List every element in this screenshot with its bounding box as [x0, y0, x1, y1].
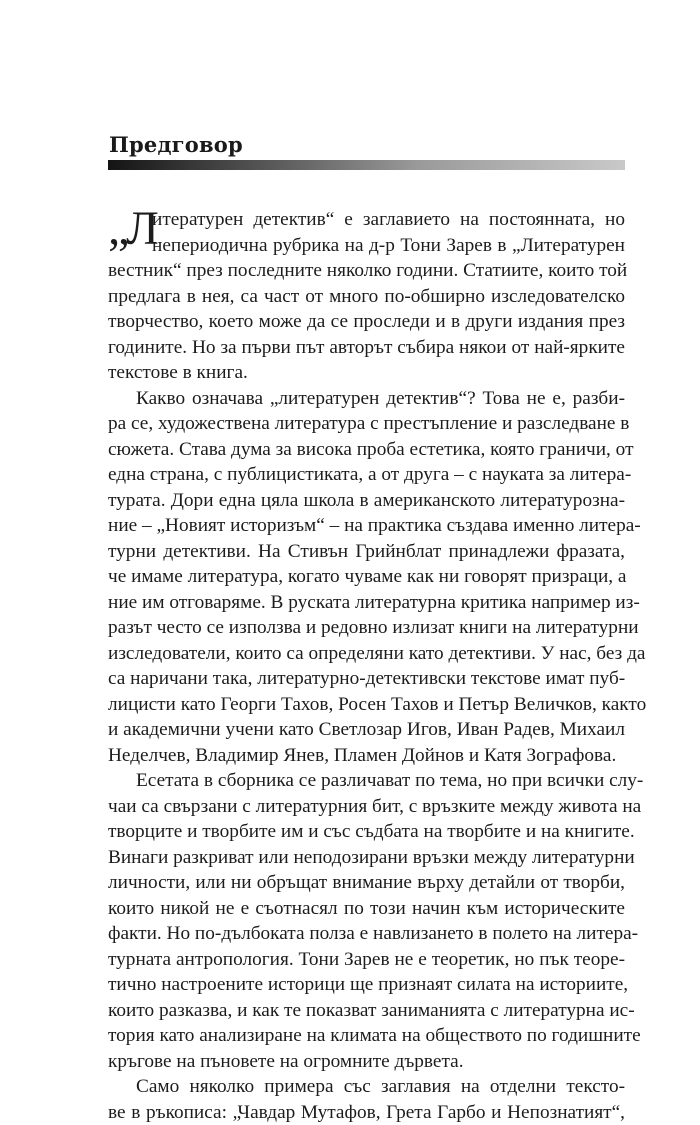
text-line: тория като анализиране на климата на обществото по годишните — [108, 1023, 625, 1049]
text-line: непериодична рубрика на д-р Тони Зарев в „Литературен — [108, 233, 625, 259]
text-line: годините. Но за първи път авторът събира някои от най-ярките — [108, 335, 625, 361]
text-line: са наричани така, литературно-детективски текстове имат пуб- — [108, 666, 625, 692]
text-line: турната антропология. Тони Зарев не е теоретик, но пък теоре- — [108, 947, 625, 973]
text-line: чаи са свързани с литературния бит, с връзките между живота на — [108, 794, 625, 820]
text-line: и академични учени като Светлозар Игов, Иван Радев, Михаил — [108, 717, 625, 743]
text-line: итературен детектив“ е заглавието на постоянната, но — [108, 207, 625, 233]
text-line: ние – „Новият историзъм“ – на практика създава именно литера- — [108, 513, 625, 539]
text-line: личности, или ни обръщат внимание върху детайли от творби, — [108, 870, 625, 896]
text-line: творчество, което може да се проследи и в други издания през — [108, 309, 625, 335]
text-line: турата. Дори една цяла школа в американското литературозна- — [108, 488, 625, 514]
text-line: лицисти като Георги Тахов, Росен Тахов и Петър Величков, както — [108, 692, 625, 718]
text-line: вестник“ през последните няколко години. Статиите, които той — [108, 258, 625, 284]
text-line: Само няколко примера със заглавия на отделни тексто- — [108, 1074, 625, 1100]
text-line: турни детективи. На Стивън Грийнблат принадлежи фразата, — [108, 539, 625, 565]
text-line: разът често се използва и редовно излизат книги на литературни — [108, 615, 625, 641]
text-line: изследователи, които са определяни като детективи. У нас, без да — [108, 641, 625, 667]
text-line: предлага в нея, са част от много по-обширно изследователско — [108, 284, 625, 310]
text-line: които разказва, и как те показват заниманията с литературна ис- — [108, 998, 625, 1024]
text-line: Какво означава „литературен детектив“? Това не е, разби- — [108, 386, 625, 412]
text-line: които никой не е съотнасял по този начин към историческите — [108, 896, 625, 922]
text-line: една страна, с публицистиката, а от друга – с науката за литера- — [108, 462, 625, 488]
text-line: ра се, художествена литература с престъпление и разследване в — [108, 411, 625, 437]
text-line: тично настроените историци ще признаят силата на историите, — [108, 972, 625, 998]
drop-cap: „Л — [108, 203, 156, 255]
chapter-heading: Предговор — [109, 132, 243, 158]
text-line: Неделчев, Владимир Янев, Пламен Дойнов и Катя Зографова. — [108, 743, 625, 769]
preface-body-text — [108, 207, 625, 1125]
text-line: текстове в книга. — [108, 360, 625, 386]
heading-gradient-rule — [108, 160, 625, 170]
text-line: ве в ръкописа: „Чавдар Мутафов, Грета Гарбо и Непознатият“, — [108, 1100, 625, 1125]
text-line: Есетата в сборника се различават по тема, но при всички слу- — [108, 768, 625, 794]
text-line: кръгове на пъновете на огромните дървета. — [108, 1049, 625, 1075]
text-line: ние им отговаряме. В руската литературна критика например из- — [108, 590, 625, 616]
text-line: творците и творбите им и със съдбата на творбите и на книгите. — [108, 819, 625, 845]
text-line: Винаги разкриват или неподозирани връзки между литературни — [108, 845, 625, 871]
text-line: факти. Но по-дълбоката полза е навлизането в полето на литера- — [108, 921, 625, 947]
text-line: сюжета. Става дума за висока проба естетика, която граничи, от — [108, 437, 625, 463]
text-line: че имаме литература, когато чуваме как ни говорят призраци, а — [108, 564, 625, 590]
